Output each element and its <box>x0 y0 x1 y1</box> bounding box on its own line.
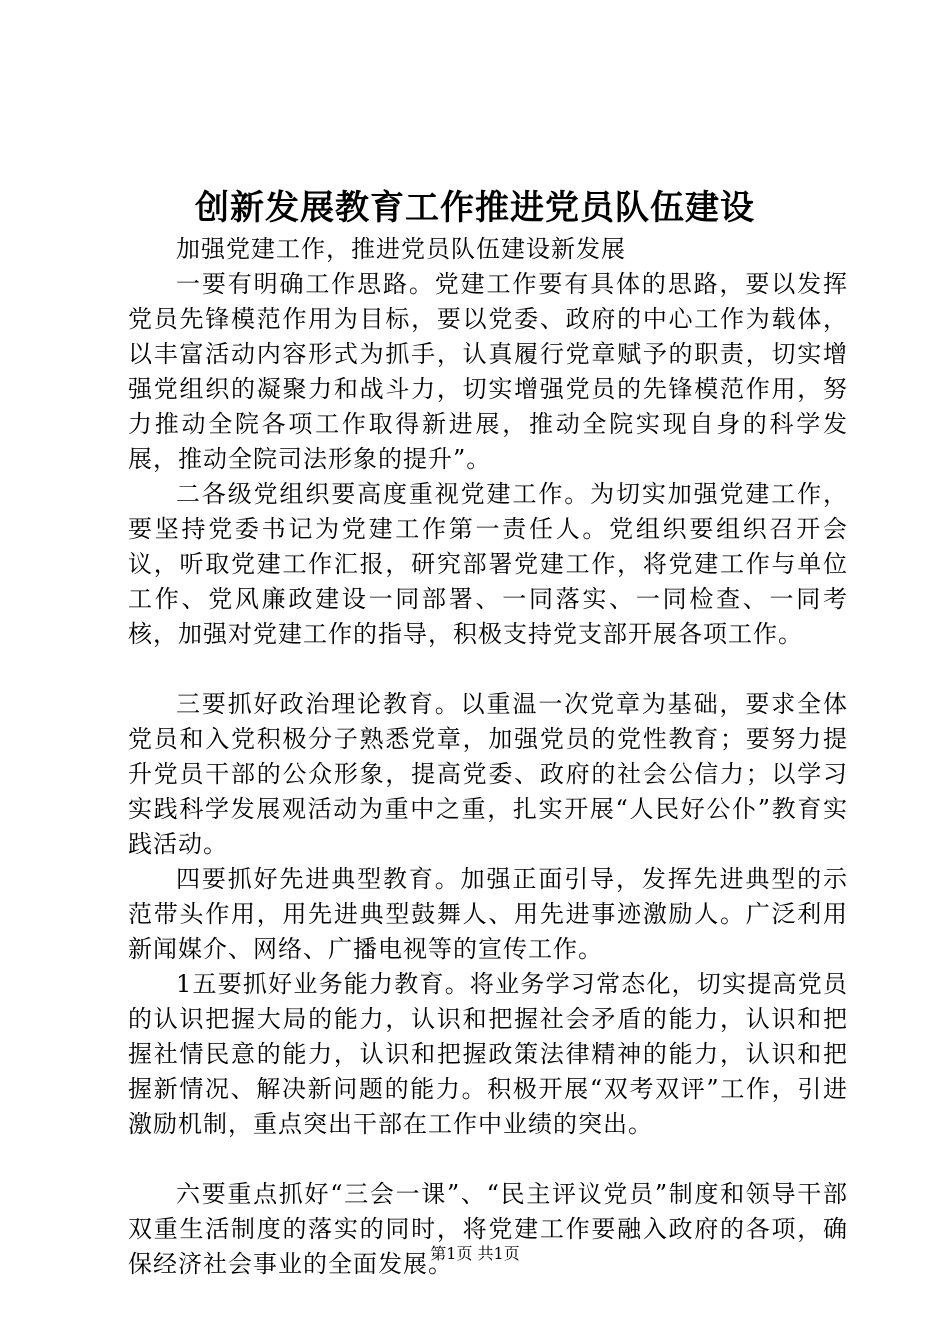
paragraph-5: 1五要抓好业务能力教育。将业务学习常态化，切实提高党员的认识把握大局的能力，认识和把握社会矛盾的能力，认识和把握社情民意的能力，认识和把握政策法律精神的能力，认识和把握新情况、解决新问题的能力。积极开展“双考双评”工作，引进激励机制，重点突出干部在工作中业绩的突出。 <box>128 970 848 1138</box>
paragraph-3: 三要抓好政治理论教育。以重温一次党章为基础，要求全体党员和入党积极分子熟悉党章，加强党员的党性教育；要努力提升党员干部的公众形象，提高党委、政府的社会公信力；以学习实践科学发展观活动为重中之重，扎实开展“人民好公仆”教育实践活动。 <box>128 690 848 858</box>
paragraph-2: 二各级党组织要高度重视党建工作。为切实加强党建工作，要坚持党委书记为党建工作第一责任人。党组织要组织召开会议，听取党建工作汇报，研究部署党建工作，将党建工作与单位工作、党风廉政建设一同部署、一同落实、一同检查、一同考核，加强对党建工作的指导，积极支持党支部开展各项工作。 <box>128 480 848 648</box>
paragraph-1: 一要有明确工作思路。党建工作要有具体的思路，要以发挥党员先锋模范作用为目标，要以党委、政府的中心工作为载体，以丰富活动内容形式为抓手，认真履行党章赋予的职责，切实增强党组织的凝聚力和战斗力，切实增强党员的先锋模范作用，努力推动全院各项工作取得新进展，推动全院实现自身的科学发展，推动全院司法形象的提升”。 <box>128 270 848 473</box>
page-footer: 第1页 共1页 <box>430 1244 520 1263</box>
document-title: 创新发展教育工作推进党员队伍建设 <box>195 188 755 228</box>
paragraph-4: 四要抓好先进典型教育。加强正面引导，发挥先进典型的示范带头作用，用先进典型鼓舞人、用先进事迹激励人。广泛利用新闻媒介、网络、广播电视等的宣传工作。 <box>128 865 848 963</box>
paragraph-subtitle: 加强党建工作，推进党员队伍建设新发展 <box>176 235 626 263</box>
document-body <box>128 232 848 1282</box>
paragraph-6: 六要重点抓好“三会一课”、“民主评议党员”制度和领导干部双重生活制度的落实的同时，将党建工作要融入政府的各项，确保经济社会事业的全面发展。 <box>128 1180 848 1278</box>
